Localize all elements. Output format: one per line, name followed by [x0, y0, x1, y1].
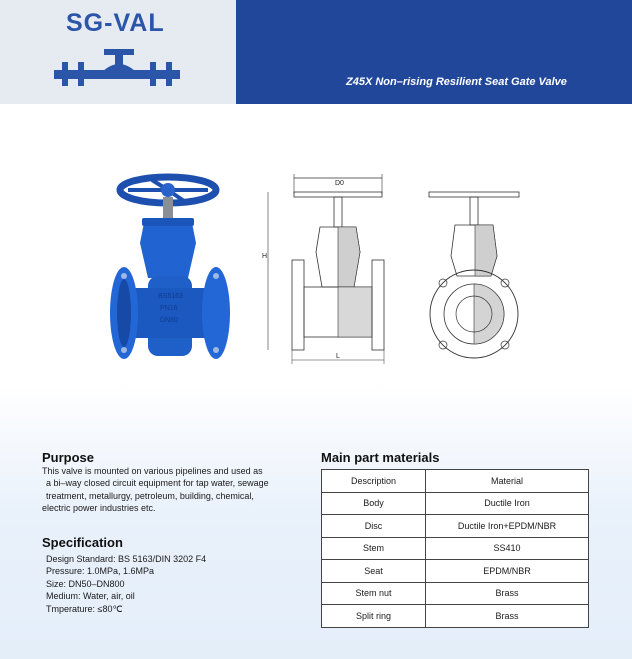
- table-cell: Brass: [426, 582, 589, 605]
- spec-line: Tmperature: ≤80℃: [46, 603, 123, 614]
- table-cell: EPDM/NBR: [426, 560, 589, 583]
- spec-line: Medium: Water, air, oil: [46, 591, 135, 602]
- technical-drawing-side: [258, 172, 408, 372]
- table-cell: Disc: [322, 515, 426, 538]
- column-header: Material: [426, 470, 589, 493]
- materials-table: [321, 469, 589, 628]
- brand-name: SG-VAL: [66, 9, 165, 37]
- table-cell: Seat: [322, 560, 426, 583]
- table-cell: Split ring: [322, 605, 426, 628]
- table-row: [322, 605, 589, 628]
- svg-text:BS5163: BS5163: [158, 293, 183, 300]
- table-cell: Ductile Iron+EPDM/NBR: [426, 515, 589, 538]
- table-cell: SS410: [426, 537, 589, 560]
- table-row: [322, 537, 589, 560]
- svg-text:DN80: DN80: [160, 317, 178, 324]
- table-cell: Ductile Iron: [426, 492, 589, 515]
- label-l: L: [336, 353, 340, 360]
- purpose-text: [42, 465, 269, 515]
- specification-heading: Specification: [42, 535, 123, 550]
- table-cell: Body: [322, 492, 426, 515]
- table-row: [322, 560, 589, 583]
- table-cell: Stem nut: [322, 582, 426, 605]
- spec-line: Design Standard: BS 5163/DIN 3202 F4: [46, 554, 207, 564]
- purpose-line: electric power industries etc.: [42, 503, 156, 514]
- table-row: [322, 492, 589, 515]
- purpose-line: a bi–way closed circuit equipment for tap water, sewage: [46, 478, 269, 489]
- table-header-row: [322, 470, 589, 493]
- valve-photo: [100, 168, 240, 383]
- purpose-heading: Purpose: [42, 450, 95, 465]
- spec-line: Size: DN50–DN800: [46, 578, 125, 589]
- label-d0: D0: [335, 180, 344, 187]
- table-row: [322, 515, 589, 538]
- column-header: Description: [322, 470, 426, 493]
- product-title: Z45X Non–rising Resilient Seat Gate Valve: [346, 76, 567, 88]
- specification-text: [46, 553, 206, 615]
- valve-logo-icon: [54, 42, 184, 92]
- table-cell: Stem: [322, 537, 426, 560]
- svg-text:PN16: PN16: [160, 305, 178, 312]
- purpose-line: This valve is mounted on various pipelines and used as: [42, 466, 263, 476]
- table-cell: Brass: [426, 605, 589, 628]
- purpose-line: treatment, metallurgy, petroleum, building, chemical,: [46, 490, 254, 501]
- spec-line: Pressure: 1.0MPa, 1.6MPa: [46, 566, 155, 577]
- label-h: H: [262, 253, 268, 260]
- technical-drawing-front: [425, 186, 525, 366]
- materials-heading: Main part materials: [321, 450, 440, 465]
- header-title-panel: [236, 0, 632, 104]
- table-row: [322, 582, 589, 605]
